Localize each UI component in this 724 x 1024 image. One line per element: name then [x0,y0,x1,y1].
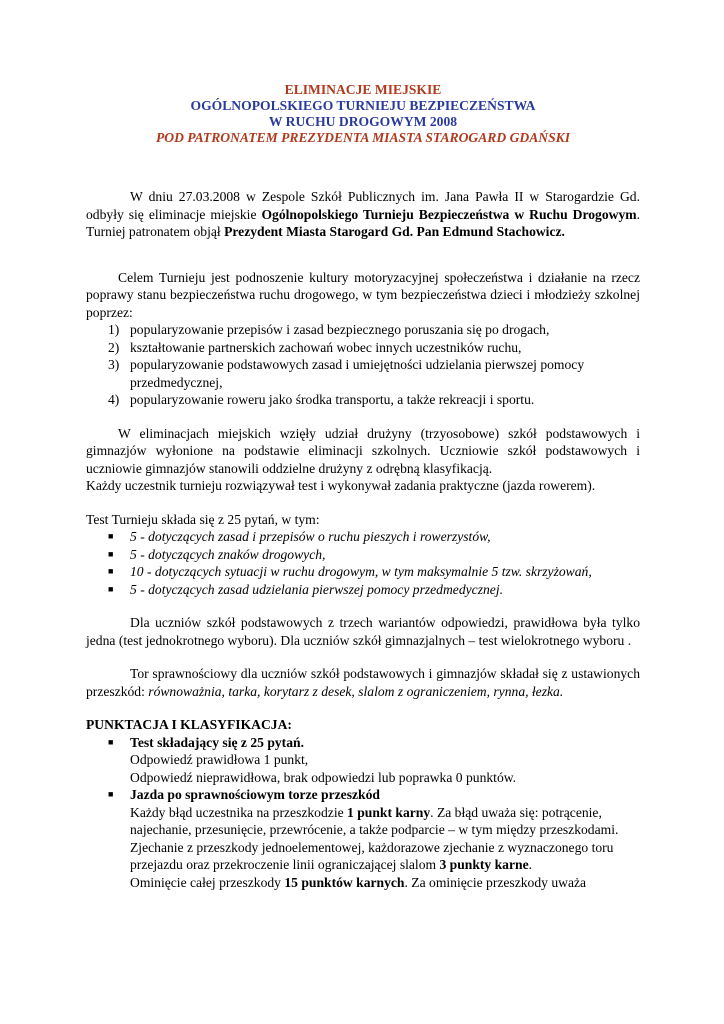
intro-bold-2: Prezydent Miasta Starogard Gd. Pan Edmund Stachowicz. [224,224,565,239]
scoring-course-rule-3: Ominięcie całej przeszkody 15 punktów karnych. Za ominięcie przeszkody uważa [130,874,587,890]
intro-bold-1: Ogólnopolskiego Turnieju Bezpieczeństwa w Ruchu Drogowym [261,206,637,222]
list-item: ■ 5 - dotyczących znaków drogowych, [108,546,326,562]
scoring-course-rule-1: Każdy błąd uczestnika na przeszkodzie 1 punkt karny. Za błąd uważa się: potrącenie, najechanie, przesunięcie, przewrócenie, a także podparcie – w tym między przeszkodami. [130,804,619,837]
document-header [86,82,640,146]
test-variants-paragraph: Dla uczniów szkół podstawowych z trzech wariantów odpowiedzi, prawidłowa była tylko jedna (test jednokrotnego wyboru). Dla uczniów szkół gimnazjalnych – test wielokrotnego wyboru . [86,615,640,648]
list-item: ■ Test składający się z 25 pytań. [108,734,304,750]
course-paragraph [86,665,640,700]
list-item: ■ 5 - dotyczących zasad udzielania pierwszej pomocy przedmedycznej. [108,581,503,597]
test-intro: Test Turnieju składa się z 25 pytań, w tym: [86,511,320,527]
list-item: ■ 10 - dotyczących sytuacji w ruchu drogowym, w tym maksymalnie 5 tzw. skrzyżowań, [108,564,592,579]
scoring-title: PUNKTACJA I KLASYFIKACJA: [86,717,292,732]
scoring-course-rule-2: Zjechanie z przeszkody jednoelementowej, każdorazowe zjechanie z wyznaczonego toru przejazdu oraz przekroczenie linii ograniczającej slalom 3 punkty karne. [130,839,614,872]
scoring-course-title: Jazda po sprawnościowym torze przeszkód [130,787,380,802]
scoring-test-line-2: Odpowiedź nieprawidłowa, brak odpowiedzi lub poprawka 0 punktów. [130,769,517,785]
scoring-list [86,734,640,752]
intro-text-1: W dniu 27.03.2008 w Zespole Szkół Publicznych im. Jana Pawła II w Starogardzie Gd. odbyły się eliminacje miejskie [86,189,640,222]
teams-paragraph: W eliminacjach miejskich wzięły udział drużyny (trzyosobowe) szkół podstawowych i gimnazjów wyłonione na podstawie eliminacji szkolnych. Uczniowie szkół podstawowych i uczniowie gimnazjów stanowili oddzielne drużyny z odrębną klasyfikacją. [86,425,640,476]
scoring-test-title: Test składający się z 25 pytań. [130,734,304,750]
intro-text-2: . Turniej patronatem objął [86,206,640,239]
course-text: Tor sprawnościowy dla uczniów szkół podstawowych i gimnazjów składał się z ustawionych przeszkód: [86,666,640,699]
document-page [86,82,640,891]
course-obstacles: równoważnia, tarka, korytarz z desek, slalom z ograniczeniem, rynna, łezka. [148,683,564,699]
header-line-2: OGÓLNOPOLSKIEGO TURNIEJU BEZPIECZEŃSTWA [190,98,536,113]
header-line-1: ELIMINACJE MIEJSKIE [284,82,442,97]
intro-paragraph [86,188,640,241]
list-item: ■ 5 - dotyczących zasad i przepisów o ruchu pieszych i rowerzystów, [108,529,491,544]
goal-list [86,321,640,409]
list-item: ■ Jazda po sprawnościowym torze przeszkód [108,787,380,802]
teams-paragraph-2: Każdy uczestnik turnieju rozwiązywał test i wykonywał zadania praktyczne (jazda rowerem). [86,478,596,493]
list-item: 4) popularyzowanie roweru jako środka transportu, a także rekreacji i sportu. [108,392,535,407]
goal-paragraph: Celem Turnieju jest podnoszenie kultury motoryzacyjnej społeczeństwa i działanie na rzecz poprawy stanu bezpieczeństwa ruchu drogowego, w tym bezpieczeństwa dzieci i młodzieży szkolnej poprzez: [86,269,640,320]
header-line-3: W RUCHU DROGOWYM 2008 [268,114,458,129]
test-question-list [86,528,640,598]
list-item: 1) popularyzowanie przepisów i zasad bezpiecznego poruszania się po drogach, [108,322,550,337]
header-line-4: POD PATRONATEM PREZYDENTA MIASTA STAROGARD GDAŃSKI [155,130,571,145]
scoring-test-line-1: Odpowiedź prawidłowa 1 punkt, [130,752,309,767]
list-item: 3) popularyzowanie podstawowych zasad i umiejętności udzielania pierwszej pomocy przedmedycznej, [108,357,585,390]
list-item: 2) kształtowanie partnerskich zachowań wobec innych uczestników ruchu, [108,339,522,355]
scoring-list-2 [86,786,640,804]
